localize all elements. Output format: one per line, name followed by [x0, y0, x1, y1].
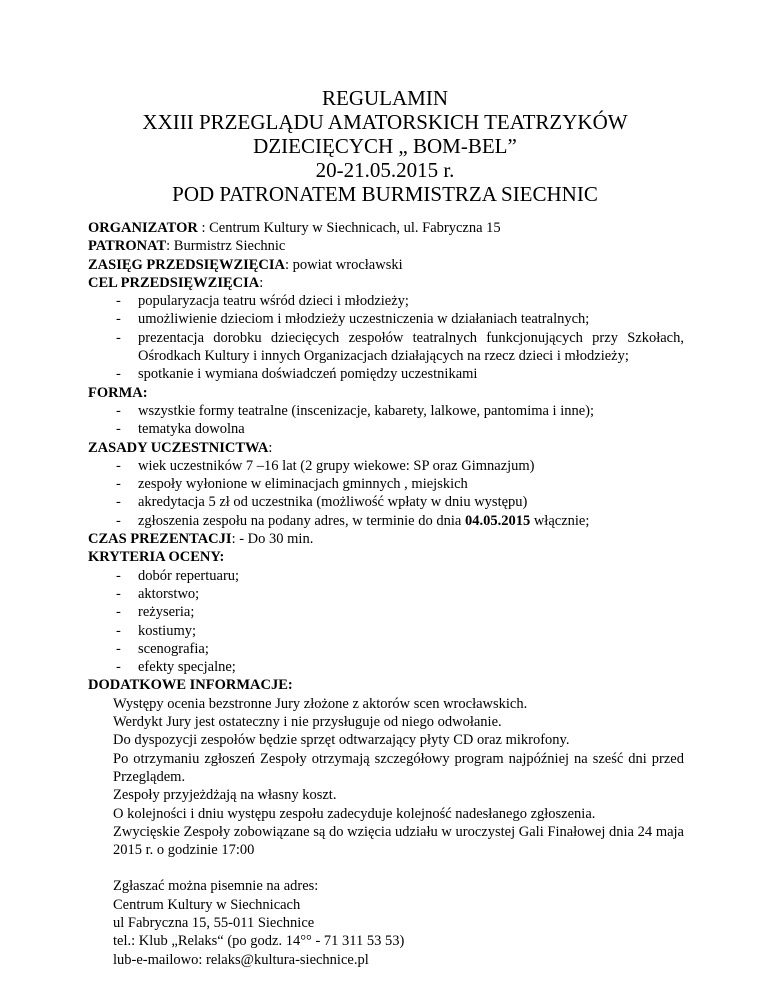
- contact-block: [88, 877, 684, 968]
- patronat-value: : Burmistrz Siechnic: [166, 238, 286, 255]
- list-item: - scenografia;: [116, 640, 209, 657]
- contact-line: ul Fabryczna 15, 55-011 Siechnice: [113, 914, 315, 931]
- document-body: [88, 219, 684, 969]
- list-item: - popularyzacja teatru wśród dzieci i młodzieży;: [116, 293, 409, 310]
- deadline-date: 04.05.2015: [464, 512, 531, 529]
- info-paragraph: Do dyspozycji zespołów będzie sprzęt odtwarzający płyty CD oraz mikrofony.: [113, 732, 570, 749]
- contact-line: Zgłaszać można pisemnie na adres:: [113, 878, 319, 895]
- zasady-colon: :: [268, 439, 273, 456]
- title-line-1: REGULAMIN: [322, 86, 448, 110]
- list-item: - reżyseria;: [116, 604, 195, 621]
- info-paragraph: O kolejności i dniu występu zespołu zadecyduje kolejność nadesłanego zgłoszenia.: [113, 805, 596, 822]
- list-item: - zgłoszenia zespołu na podany adres, w terminie do dnia 04.05.2015 włącznie;: [116, 512, 590, 529]
- dodatkowe-label: DODATKOWE INFORMACJE:: [88, 677, 293, 694]
- list-item: - prezentacja dorobku dziecięcych zespołów teatralnych funkcjonujących przy Szkołach, Ośrodkach Kultury i innych Organizacjach działających na rzecz dzieci i młodzieży;: [116, 329, 684, 365]
- document-title: [60, 86, 710, 206]
- info-paragraph: Zwycięskie Zespoły zobowiązane są do wzięcia udziału w uroczystej Gali Finałowej dnia 24 maja 2015 r. o godzinie 17:00: [113, 823, 684, 859]
- cel-label: CEL PRZEDSIĘWZIĘCIA: [88, 274, 260, 291]
- info-paragraph: Występy ocenia bezstronne Jury złożone z aktorów scen wrocławskich.: [113, 695, 528, 712]
- list-item: - dobór repertuaru;: [116, 567, 240, 584]
- zasieg-label: ZASIĘG PRZEDSIĘWZIĘCIA: [88, 256, 286, 273]
- zasieg-line: [88, 256, 684, 274]
- patronat-line: [88, 237, 684, 255]
- forma-heading: [88, 384, 684, 402]
- cel-colon: :: [259, 274, 264, 291]
- list-item: - aktorstwo;: [116, 585, 200, 602]
- title-line-5: POD PATRONATEM BURMISTRZA SIECHNIC: [172, 182, 598, 206]
- czas-line: [88, 530, 684, 548]
- czas-value: : - Do 30 min.: [231, 531, 314, 548]
- patronat-label: PATRONAT: [88, 238, 167, 255]
- cel-heading: [88, 274, 684, 292]
- contact-line: Centrum Kultury w Siechnicach: [113, 896, 301, 913]
- dodatkowe-heading: [88, 676, 684, 694]
- info-paragraph: Werdykt Jury jest ostateczny i nie przysługuje od niego odwołanie.: [113, 714, 502, 731]
- list-item: - wszystkie formy teatralne (inscenizacje, kabarety, lalkowe, pantomima i inne);: [116, 402, 595, 419]
- list-item: - efekty specjalne;: [116, 659, 236, 676]
- list-item: - akredytacja 5 zł od uczestnika (możliwość wpłaty w dniu występu): [116, 494, 528, 511]
- kryteria-label: KRYTERIA OCENY:: [88, 549, 225, 566]
- list-item: - spotkanie i wymiana doświadczeń pomiędzy uczestnikami: [116, 366, 478, 383]
- list-item: - umożliwienie dzieciom i młodzieży uczestniczenia w działaniach teatralnych;: [116, 311, 590, 328]
- title-line-2: XXIII PRZEGLĄDU AMATORSKICH TEATRZYKÓW: [142, 110, 628, 134]
- organizator-line: [88, 219, 684, 237]
- organizator-label: ORGANIZATOR: [88, 220, 198, 236]
- title-line-3: DZIECIĘCYCH „ BOM-BEL”: [253, 134, 517, 158]
- list-item: - zespoły wyłonione w eliminacjach gminnych , miejskich: [116, 476, 468, 493]
- title-line-4: 20-21.05.2015 r.: [315, 158, 455, 182]
- list-item: - wiek uczestników 7 –16 lat (2 grupy wiekowe: SP oraz Gimnazjum): [116, 457, 535, 474]
- contact-phone: tel.: Klub „Relaks“ (po godz. 14°° - 71 311 53 53): [113, 933, 405, 950]
- forma-label: FORMA:: [88, 384, 148, 401]
- czas-label: CZAS PREZENTACJI: [88, 531, 232, 548]
- zasady-heading: [88, 439, 684, 457]
- list-item: - kostiumy;: [116, 622, 197, 639]
- list-item: - tematyka dowolna: [116, 421, 245, 438]
- info-paragraph: Po otrzymaniu zgłoszeń Zespoły otrzymają szczegółowy program najpóźniej na sześć dni przed Przeglądem.: [113, 750, 684, 785]
- zasieg-value: : powiat wrocławski: [285, 256, 403, 273]
- kryteria-heading: [88, 548, 684, 566]
- organizator-value: : Centrum Kultury w Siechnicach, ul. Fabryczna 15: [197, 220, 501, 236]
- contact-email: lub-e-mailowo: relaks@kultura-siechnice.pl: [113, 951, 369, 968]
- info-paragraph: Zespoły przyjeżdżają na własny koszt.: [113, 787, 337, 804]
- zasady-label: ZASADY UCZESTNICTWA: [88, 439, 269, 456]
